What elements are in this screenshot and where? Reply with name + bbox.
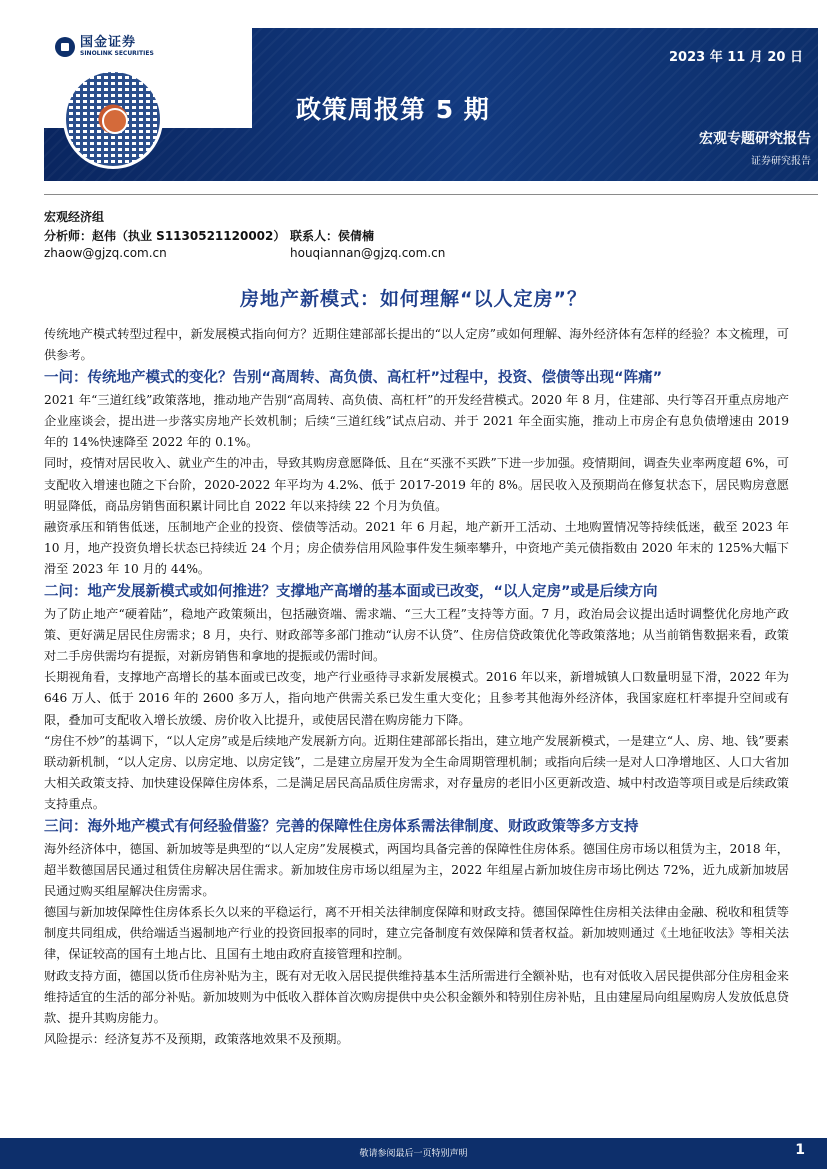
- body-paragraph: 2021 年“三道红线”政策落地，推动地产告别“高周转、高负债、高杠杆”的开发经营模式。2020 年 8 月，住建部、央行等召开重点房地产企业座谈会，提出进一步落实房地产长效机制；后续“三道红线”试点启动、并于 2021 年全面实施，推动上市房企有息负债增速由 2019 年的 14%快速降至 2022 年的 0.1%。: [44, 393, 789, 450]
- section-heading-1: 一问：传统地产模式的变化？告别“高周转、高负债、高杠杆”过程中，投资、偿债等出现“阵痛”: [44, 370, 663, 387]
- section-heading-2: 二问：地产发展新模式或如何推进？支撑地产高增的基本面或已改变，“以人定房”或是后续方向: [44, 584, 658, 601]
- report-series-title: 政策周报第 5 期: [296, 95, 490, 124]
- report-type: 宏观专题研究报告: [699, 131, 811, 147]
- body-paragraph: 为了防止地产“硬着陆”，稳地产政策频出，包括融资端、需求端、“三大工程”支持等方面。7 月，政治局会议提出适时调整优化房地产政策、更好满足居民住房需求；8 月，央行、财政部等多部门推动“认房不认贷”、住房信贷政策优化等政策落地；从当前销售数据来看，政策对二手房供需均有提振，对新房销售和拿地的提振或仍需时间。: [44, 607, 789, 664]
- risk-warning: 风险提示：经济复苏不及预期，政策落地效果不及预期。: [44, 1031, 349, 1046]
- logo-name-en: SINOLINK SECURITIES: [80, 50, 154, 57]
- intro-paragraph: 传统地产模式转型过程中，新发展模式指向何方？近期住建部部长提出的“以人定房”或如何理解、海外经济体有怎样的经验？本文梳理，可供参考。: [44, 327, 789, 363]
- logo-name-cn: 国金证券: [80, 35, 137, 50]
- body-paragraph: 德国与新加坡保障性住房体系长久以来的平稳运行，离不开相关法律制度保障和财政支持。德国保障性住房相关法律由金融、税收和租赁等制度共同组成，供给端适当遏制地产行业的投资回报率的同时，建立完备制度有效保障和赁者权益。新加坡则通过《土地征收法》等相关法律，保证较高的国有土地占比、且国有土地由政府直接管理和控制。: [44, 905, 789, 962]
- body-paragraph: 长期视角看，支撑地产高增长的基本面或已改变，地产行业亟待寻求新发展模式。2016 年以来，新增城镇人口数量明显下滑，2022 年为 646 万人、低于 2016 年的 2600 多万人，指向地产供需关系已发生重大变化；且参考其他海外经济体，我国家庭杠杆率提升空间或有限，叠加可支配收入增长放缓、房价收入比提升，或使居民潜在购房能力下降。: [44, 670, 789, 727]
- body-paragraph: 同时，疫情对居民收入、就业产生的冲击，导致其购房意愿降低、且在“买涨不买跌”下进一步加强。疫情期间，调查失业率两度超 6%，可支配收入增速也随之下台阶，2020-2022 年平均为 4.2%、低于 2017-2019 年的 8%。居民收入及预期尚在修复状态下，居民购房意愿明显降低，商品房销售面积累计同比自 2022 年以来持续 22 个月为负值。: [44, 456, 789, 513]
- body-paragraph: 财政支持方面，德国以货币住房补贴为主，既有对无收入居民提供维持基本生活所需进行全额补贴，也有对低收入居民提供部分住房租金来维持适宜的生活的部分补贴。新加坡则为中低收入群体首次购房提供中央公积金额外和特别住房补贴，且由建屋局向组屋购房人发放低息贷款、提升其购房能力。: [44, 968, 789, 1025]
- document-body: [44, 324, 789, 1050]
- contact-info: 联系人：侯倩楠: [290, 229, 375, 243]
- report-subtype: 证券研究报告: [751, 156, 811, 167]
- body-paragraph: 融资承压和销售低迷，压制地产企业的投资、偿债等活动。2021 年 6 月起，地产新开工活动、土地购置情况等持续低迷，截至 2023 年 10 月，地产投资负增长状态已持续近 24 个月；房企债券信用风险事件发生频率攀升，中资地产美元债指数由 2020 年末的 125%大幅下滑至 2023 年 10 月的 44%。: [44, 519, 789, 576]
- contact-email: houqiannan@gjzq.com.cn: [290, 246, 446, 260]
- document-title: 房地产新模式：如何理解“以人定房”？: [240, 288, 587, 310]
- section-heading-3: 三问：海外地产模式有何经验借鉴？完善的保障性住房体系需法律制度、财政政策等多方支持: [44, 818, 639, 835]
- body-paragraph: “房住不炒”的基调下，“以人定房”或是后续地产发展新方向。近期住建部部长指出，建立地产发展新模式，一是建立“人、房、地、钱”要素联动新机制，“以人定房、以房定地、以房定钱”，二是建立房屋开发为全生命周期管理机制；或指向后续一是对人口净增地区、人口大省加大相关政策支持、加快建设保障住房体系，二是满足居民高品质住房需求，对存量房的老旧小区更新改造、城中村改造等项目或是后续政策支持重点。: [44, 733, 789, 811]
- qr-center-logo-icon: [102, 108, 128, 134]
- footer-disclaimer: 敬请参阅最后一页特别声明: [359, 1149, 468, 1159]
- research-group: 宏观经济组: [44, 210, 105, 224]
- analyst-info: 分析师：赵伟（执业 S1130521120002）: [44, 229, 286, 243]
- logo-icon: [55, 37, 75, 57]
- analyst-email: zhaow@gjzq.com.cn: [44, 246, 167, 260]
- header-divider: [44, 194, 818, 195]
- report-date: 2023 年 11 月 20 日: [669, 50, 803, 65]
- company-logo: [55, 36, 154, 57]
- body-paragraph: 海外经济体中，德国、新加坡等是典型的“以人定房”发展模式，两国均具备完善的保障性住房体系。德国住房市场以租赁为主，2018 年，超半数德国居民通过租赁住房解决居住需求。新加坡住房市场以组屋为主，2022 年组屋占新加坡住房市场比例达 72%，近九成新加坡居民通过购买组屋解决住房需求。: [44, 841, 789, 899]
- page-number: 1: [795, 1142, 805, 1158]
